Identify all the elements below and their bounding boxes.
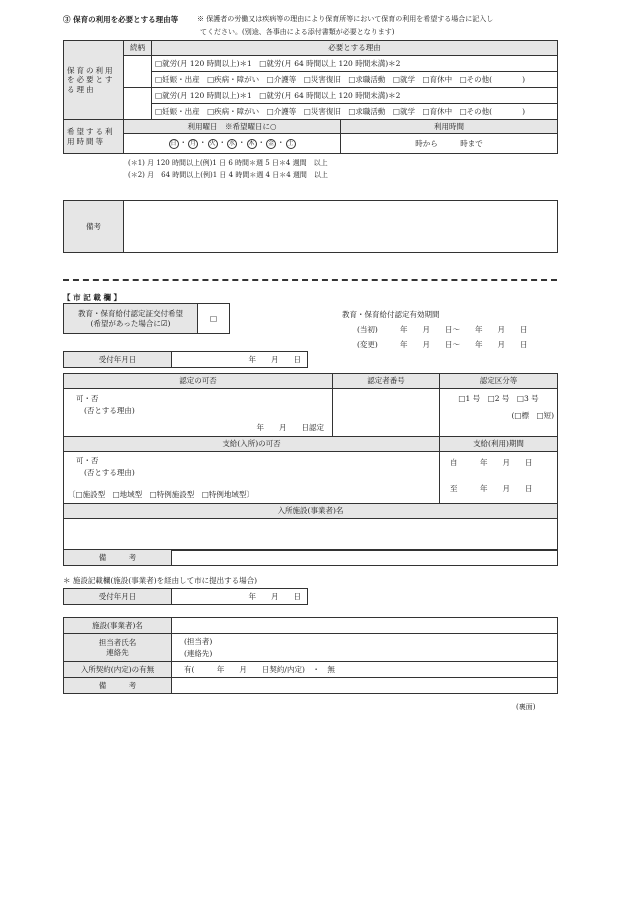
reason-row1-line2[interactable]: □妊娠・出産 □疾病・障がい □介護等 □災害復旧 □求職活動 □就学 □育休中 □その他( ) bbox=[152, 72, 558, 88]
day-tue[interactable]: 火 bbox=[209, 140, 216, 147]
city-received-table bbox=[63, 351, 308, 368]
day-fri[interactable]: 金 bbox=[267, 140, 274, 147]
initial-label: (当初) bbox=[357, 325, 378, 334]
days-cell: 日 ・ 月 ・ 火 ・ 水 ・ 木 ・ 金 ・ 土 bbox=[124, 134, 341, 154]
section3-title: ③ 保育の利用を必要とする理由等 bbox=[63, 15, 179, 24]
category-line1: □1 号 □2 号 □3 号 bbox=[458, 394, 539, 403]
relation-header: 続柄 bbox=[124, 41, 152, 56]
remarks-table bbox=[63, 200, 558, 253]
footnote-2: (＊2) 月 64 時間以上(例)1 日 4 時間＊週 4 日＊4 週間 以上 bbox=[128, 171, 328, 179]
section3-note-line2: てください。(別途、各事由による添付書類が必要となります) bbox=[200, 28, 395, 36]
reason-table bbox=[63, 40, 558, 120]
facility-received-table bbox=[63, 588, 308, 605]
approver-header: 認定者番号 bbox=[333, 374, 440, 389]
cert-wish-checkbox[interactable]: □ bbox=[198, 304, 230, 334]
facility-name-value[interactable] bbox=[172, 618, 558, 634]
cut-line bbox=[63, 279, 557, 281]
time-value[interactable]: 時から 時まで bbox=[341, 134, 558, 154]
day-thu[interactable]: 木 bbox=[248, 140, 255, 147]
time-header: 利用時間 bbox=[341, 120, 558, 134]
day-sun[interactable]: 日 bbox=[170, 140, 177, 147]
from-date: 自 年 月 日 bbox=[450, 458, 533, 467]
category-line2: (□標 □短) bbox=[511, 411, 554, 421]
facility-received-date[interactable]: 年 月 日 bbox=[172, 589, 308, 605]
page-note: (裏面) bbox=[516, 703, 536, 711]
cert-wish-line1: 教育・保育給付認定証交付希望 bbox=[78, 309, 183, 319]
reason-row1-line1[interactable]: □就労(月 120 時間以上)＊1 □就労(月 64 時間以上 120 時間未満)＊2 bbox=[152, 56, 558, 72]
reason-row2-line1[interactable]: □就労(月 120 時間以上)＊1 □就労(月 64 時間以上 120 時間未満)＊2 bbox=[152, 88, 558, 104]
validity-title: 教育・保育給付認定有効期間 bbox=[342, 310, 440, 319]
initial-period[interactable]: 年 月 日〜 年 月 日 bbox=[400, 325, 528, 334]
city-heading: 【 市 記 載 欄 】 bbox=[63, 293, 122, 302]
contact-label-line2: 連絡先 bbox=[106, 647, 129, 657]
city-remarks-label: 備 考 bbox=[64, 550, 172, 566]
facility-types[interactable]: 〔□施設型 □地域型 □特例施設型 □特例地域型〕 bbox=[68, 489, 254, 499]
cert-wish-table bbox=[63, 303, 230, 334]
to-date: 至 年 月 日 bbox=[450, 484, 533, 494]
payment-line1: 可・否 bbox=[76, 456, 99, 465]
cert-wish-line2: (希望があった場合に☑) bbox=[90, 318, 171, 328]
change-period[interactable]: 年 月 日〜 年 月 日 bbox=[400, 340, 528, 349]
payment-table bbox=[63, 436, 558, 551]
category-header: 認定区分等 bbox=[440, 374, 558, 389]
days-header: 利用曜日 ※希望曜日に○ bbox=[124, 120, 341, 134]
facility-name-header: 入所施設(事業者)名 bbox=[64, 504, 558, 519]
payment-period-header: 支給(利用)期間 bbox=[440, 437, 558, 452]
facility-info-table bbox=[63, 617, 558, 694]
facility-name-label: 施設(事業者)名 bbox=[64, 618, 172, 634]
relation-cell-1[interactable] bbox=[124, 56, 152, 88]
contact-label bbox=[64, 634, 172, 662]
contact-person: (担当者) bbox=[184, 636, 213, 646]
relation-cell-2[interactable] bbox=[124, 88, 152, 120]
contact-phone: (連絡先) bbox=[184, 649, 213, 658]
category-cell[interactable] bbox=[440, 389, 558, 437]
facility-received-label: 受付年月日 bbox=[64, 589, 172, 605]
approval-cell[interactable] bbox=[64, 389, 333, 437]
approval-table bbox=[63, 373, 558, 437]
city-remarks-input[interactable] bbox=[172, 550, 558, 566]
contract-value[interactable]: 有( 年 月 日契約/内定) ・ 無 bbox=[172, 662, 558, 678]
payment-cell[interactable] bbox=[64, 452, 440, 504]
reason-label: 保育の利用を必要とする理由 bbox=[64, 41, 124, 120]
change-label: (変更) bbox=[357, 340, 378, 349]
payment-period-cell[interactable] bbox=[440, 452, 558, 504]
approve-line1: 可・否 bbox=[76, 394, 99, 403]
approve-date: 年 月 日認定 bbox=[256, 422, 324, 432]
facility-remarks-input[interactable] bbox=[172, 678, 558, 694]
payment-line2: (否とする理由) bbox=[84, 468, 135, 478]
approve-line2: (否とする理由) bbox=[84, 406, 135, 416]
reason-row2-line2[interactable]: □妊娠・出産 □疾病・障がい □介護等 □災害復旧 □求職活動 □就学 □育休中 □その他( ) bbox=[152, 104, 558, 120]
payment-header: 支給(入所)の可否 bbox=[64, 437, 440, 452]
footnote-1: (＊1) 月 120 時間以上(例)1 日 6 時間＊週 5 日＊4 週間 以上 bbox=[128, 159, 328, 167]
hope-label: 希望する利用時間等 bbox=[64, 120, 124, 154]
city-received-label: 受付年月日 bbox=[64, 352, 172, 368]
remarks-input[interactable] bbox=[124, 201, 558, 253]
city-remarks-table bbox=[63, 549, 558, 566]
facility-name-input[interactable] bbox=[64, 519, 558, 551]
day-sat[interactable]: 土 bbox=[287, 140, 294, 147]
reason-header: 必要とする理由 bbox=[152, 41, 558, 56]
contact-label-line1: 担当者氏名 bbox=[98, 638, 137, 648]
contract-label: 入所契約(内定)の有無 bbox=[64, 662, 172, 678]
contact-value[interactable] bbox=[172, 634, 558, 662]
facility-remarks-label: 備 考 bbox=[64, 678, 172, 694]
approval-header: 認定の可否 bbox=[64, 374, 333, 389]
city-received-date[interactable]: 年 月 日 bbox=[172, 352, 308, 368]
hope-table bbox=[63, 119, 558, 154]
approver-number-cell[interactable] bbox=[333, 389, 440, 437]
day-wed[interactable]: 水 bbox=[228, 140, 235, 147]
cert-wish-label bbox=[64, 304, 198, 334]
remarks-label: 備考 bbox=[64, 201, 124, 253]
day-mon[interactable]: 月 bbox=[189, 140, 196, 147]
section3-note-line1: ※ 保護者の労働又は疾病等の理由により保育所等において保育の利用を希望する場合に記入し bbox=[197, 15, 494, 23]
facility-heading: ＊ 施設記載欄(施設(事業者)を経由して市に提出する場合) bbox=[63, 576, 258, 585]
